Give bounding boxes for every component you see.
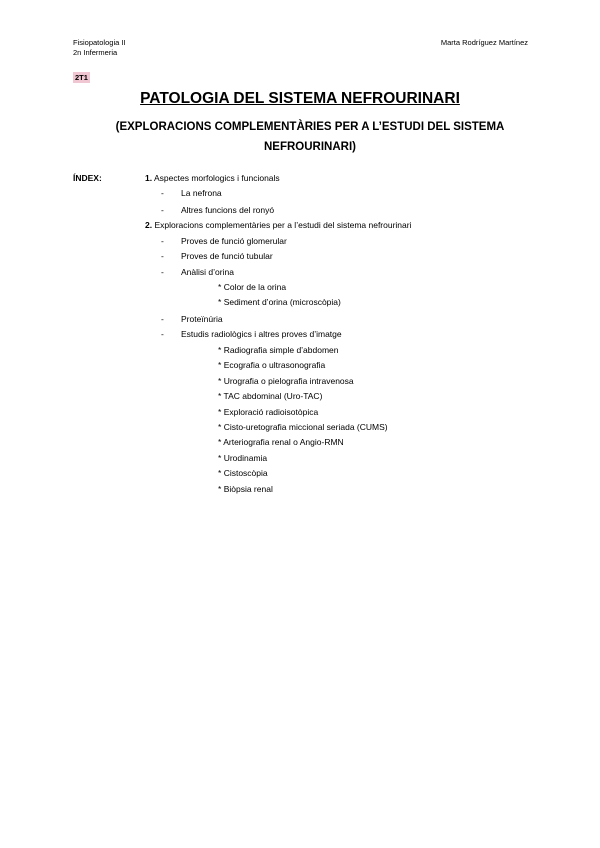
item-label: Proteïnúria: [181, 314, 223, 324]
section-number: 2.: [145, 220, 153, 230]
subitem-label: Ecografia o ultrasonografia: [223, 360, 326, 370]
item-label: Altres funcions del ronyó: [181, 205, 275, 215]
subitem-label: Cistoscòpia: [223, 468, 268, 478]
dash-bullet: -: [161, 329, 164, 339]
item-label: Anàlisi d’orina: [181, 267, 234, 277]
page-title: PATOLOGIA DEL SISTEMA NEFROURINARI: [140, 90, 460, 107]
index-subitem: [218, 436, 344, 448]
index-subitem: [218, 421, 388, 433]
index-subitem: [218, 281, 286, 293]
subitem-label: Cisto-uretografia miccional seriada (CUMS): [223, 422, 388, 432]
index-section-2: [145, 219, 411, 231]
star-bullet: *: [218, 297, 222, 307]
section-title: Aspectes morfologics i funcionals: [154, 173, 280, 183]
index-item: [161, 266, 234, 278]
star-bullet: *: [218, 282, 222, 292]
dash-bullet: -: [161, 205, 164, 215]
star-bullet: *: [218, 484, 222, 494]
item-label: Proves de funció tubular: [181, 251, 273, 261]
subitem-label: Radiografia simple d’abdomen: [223, 345, 339, 355]
star-bullet: *: [218, 345, 222, 355]
index-subitem: [218, 344, 339, 356]
star-bullet: *: [218, 407, 222, 417]
subitem-label: TAC abdominal (Uro-TAC): [223, 391, 323, 401]
index-subitem: [218, 452, 267, 464]
index-item: [161, 313, 223, 325]
star-bullet: *: [218, 453, 222, 463]
dash-bullet: -: [161, 188, 164, 198]
star-bullet: *: [218, 422, 222, 432]
index-item: [161, 328, 342, 340]
subitem-label: Sediment d’orina (microscòpia): [223, 297, 341, 307]
star-bullet: *: [218, 468, 222, 478]
star-bullet: *: [218, 376, 222, 386]
index-subitem: [218, 375, 354, 387]
index-subitem: [218, 390, 322, 402]
star-bullet: *: [218, 360, 222, 370]
index-section-1: [145, 172, 280, 184]
subitem-label: Exploració radioisotòpica: [223, 407, 319, 417]
index-item: [161, 204, 275, 216]
index-subitem: [218, 406, 318, 418]
course-year: 2n Infermeria: [73, 48, 118, 57]
page-subtitle: (EXPLORACIONS COMPLEMENTÀRIES PER A L’ESTUDI DEL SISTEMA NEFROURINARI): [115, 121, 505, 153]
index-subitem: [218, 296, 341, 308]
subitem-label: Biòpsia renal: [223, 484, 273, 494]
header-left: [73, 38, 126, 58]
topic-tag: 2T1: [75, 73, 88, 82]
item-label: Estudis radiològics i altres proves d’imatge: [181, 329, 342, 339]
header-author: Marta Rodríguez Martínez: [440, 38, 528, 47]
subitem-label: Urografia o pielografia intravenosa: [223, 376, 354, 386]
dash-bullet: -: [161, 236, 164, 246]
index-subitem: [218, 359, 325, 371]
star-bullet: *: [218, 391, 222, 401]
section-title: Exploracions complementàries per a l’estudi del sistema nefrourinari: [154, 220, 412, 230]
index-label: ÍNDEX:: [73, 173, 102, 183]
index-item: [161, 235, 287, 247]
section-number: 1.: [145, 173, 153, 183]
course-name: Fisiopatologia II: [73, 38, 126, 47]
dash-bullet: -: [161, 267, 164, 277]
dash-bullet: -: [161, 314, 164, 324]
index-subitem: [218, 467, 268, 479]
subitem-label: Color de la orina: [223, 282, 287, 292]
subitem-label: Urodinamia: [223, 453, 268, 463]
index-item: [161, 250, 273, 262]
subitem-label: Arteriografia renal o Angio-RMN: [223, 437, 344, 447]
star-bullet: *: [218, 437, 222, 447]
dash-bullet: -: [161, 251, 164, 261]
item-label: La nefrona: [181, 188, 222, 198]
index-subitem: [218, 483, 273, 495]
item-label: Proves de funció glomerular: [181, 236, 287, 246]
index-item: [161, 187, 222, 199]
